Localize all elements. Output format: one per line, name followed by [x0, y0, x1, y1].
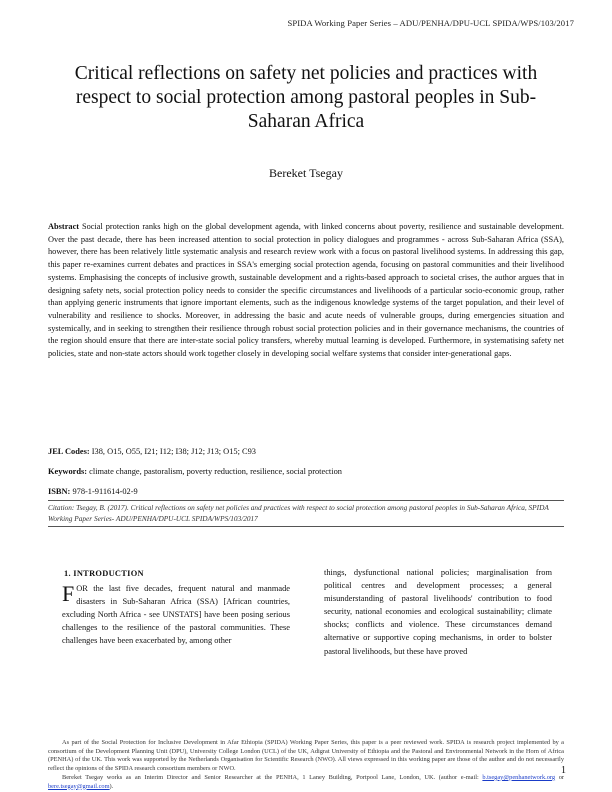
intro-left-text: OR the last five decades, frequent natural and manmade disasters in Sub-Saharan Africa (SSA) [African countries, excluding North Africa - see UNSTATS] have been posing serious challenges to the resilience of the pastoral communities. These challenges have been exacerbated by, among other — [62, 584, 290, 646]
citation: Citation: Tsegay, B. (2017). Critical reflections on safety net policies and practices with respect to social protection among pastoral peoples in Sub-Saharan Africa, SPIDA Working Paper Series- ADU/PENHA/DPU-UCL SPIDA/WPS/103/2017 — [48, 503, 549, 523]
author-email-link-2[interactable]: bere.tsegay@gmail.com — [48, 782, 110, 790]
abstract — [48, 221, 564, 361]
intro-left-column — [62, 567, 290, 647]
abstract-label: Abstract — [48, 222, 80, 231]
isbn-text: 978-1-911614-02-9 — [72, 487, 138, 496]
abstract-text: Social protection ranks high on the global development agenda, with linked concerns about poverty, resilience and sustainable development. Over the past decade, there has been increased attention to social protection in policy dialogues and programmes - across Sub-Saharan Africa (SSA), however, there has been relatively little systematic analysis and research review work with a focus on pastoral livelihood systems. In addressing this gap, this paper re-examines current debates and practices in SSA's emerging social protection agenda, focusing on pastoral communities and their livelihood systems. Emphasising the concepts of inclusive growth, sustainable development and a rights-based approach to societal crises, the author argues that in designing safety nets, social protection policy needs to consider the specific circumstances and livelihoods of a particular socio-economic group, rather than applying generic instruments that ignore important elements, such as the indigenous knowledge systems of the target population, and their level of vulnerability and resilience to shocks. Moreover, in addressing the basic and acute needs of vulnerable groups, during emergencies situation and systemically, and in seeking to strengthen their resilience through robust social protection policies and in their governance mechanisms, the countries of the region should ensure that there are inter-state social policy transfers, whereby mutual learning is developed. Furthermore, in systematising safety net policies, state and non-state actors should work together closely in developing social welfare systems that consider inter-generational gaps. — [48, 222, 564, 359]
keywords — [48, 467, 564, 476]
author-name: Bereket Tsegay — [269, 166, 343, 180]
intro-right-text: things, dysfunctional national policies; marginalisation from political centres and development processes; a general misunderstanding of pastoral livelihoods' contribution to food security, national economies and ecological sustainability; climate shocks; conflicts and violence. These circumstances demand alternative or supportive coping mechanisms, in order to bolster pastoral livelihoods, but these have proved — [324, 568, 552, 656]
footnote-or: or — [558, 773, 564, 781]
footnotes — [48, 739, 564, 791]
divider-bottom — [48, 526, 564, 527]
footnote-2-suffix: ). — [109, 782, 114, 790]
drop-cap: F — [62, 581, 75, 606]
isbn — [48, 487, 564, 496]
divider-top — [48, 500, 564, 501]
jel-label: JEL Codes: — [48, 447, 90, 456]
intro-right-column — [324, 566, 552, 658]
section-heading: 1. INTRODUCTION — [64, 569, 144, 578]
keywords-text: climate change, pastoralism, poverty reduction, resilience, social protection — [89, 467, 342, 476]
keywords-label: Keywords: — [48, 467, 88, 476]
running-head: SPIDA Working Paper Series – ADU/PENHA/DPU-UCL SPIDA/WPS/103/2017 — [287, 18, 574, 28]
jel-text: I38, O15, O55, I21; I12; I38; J12; J13; O15; C93 — [91, 447, 256, 456]
jel-codes — [48, 447, 564, 456]
isbn-label: ISBN: — [48, 487, 71, 496]
footnote-2-text: Bereket Tsegay works as an Interim Director and Senior Researcher at the PENHA, 1 Laney Building, Portpool Lane, London, UK. (author e-mail: — [62, 773, 479, 781]
author-email-link-1[interactable]: b.tsegay@penhanetwork.org — [482, 773, 556, 781]
footnote-2 — [48, 774, 564, 791]
footnote-1: As part of the Social Protection for Inclusive Development in Afar Ethiopia (SPIDA) Working Paper Series, this paper is a peer reviewed work. SPIDA is research project implemented by a consortium of the Development Planning Unit (DPU), University College London (UCL) of the UK, Adigrat University of Ethiopia and the Pastoral and Environmental Network in the Horn of Africa (PENHA) of the UK. This work was supported by the Netherlands Organisation for Scientific Research (NWO). All views expressed in this working paper are those of the author and do not necessarily reflect the opinions of the SPIDA research consortium members or NWO. — [48, 739, 564, 773]
page-number: 1 — [561, 765, 566, 776]
paper-title: Critical reflections on safety net policies and practices with respect to social protection among pastoral peoples in Sub-Saharan Africa — [74, 63, 538, 132]
